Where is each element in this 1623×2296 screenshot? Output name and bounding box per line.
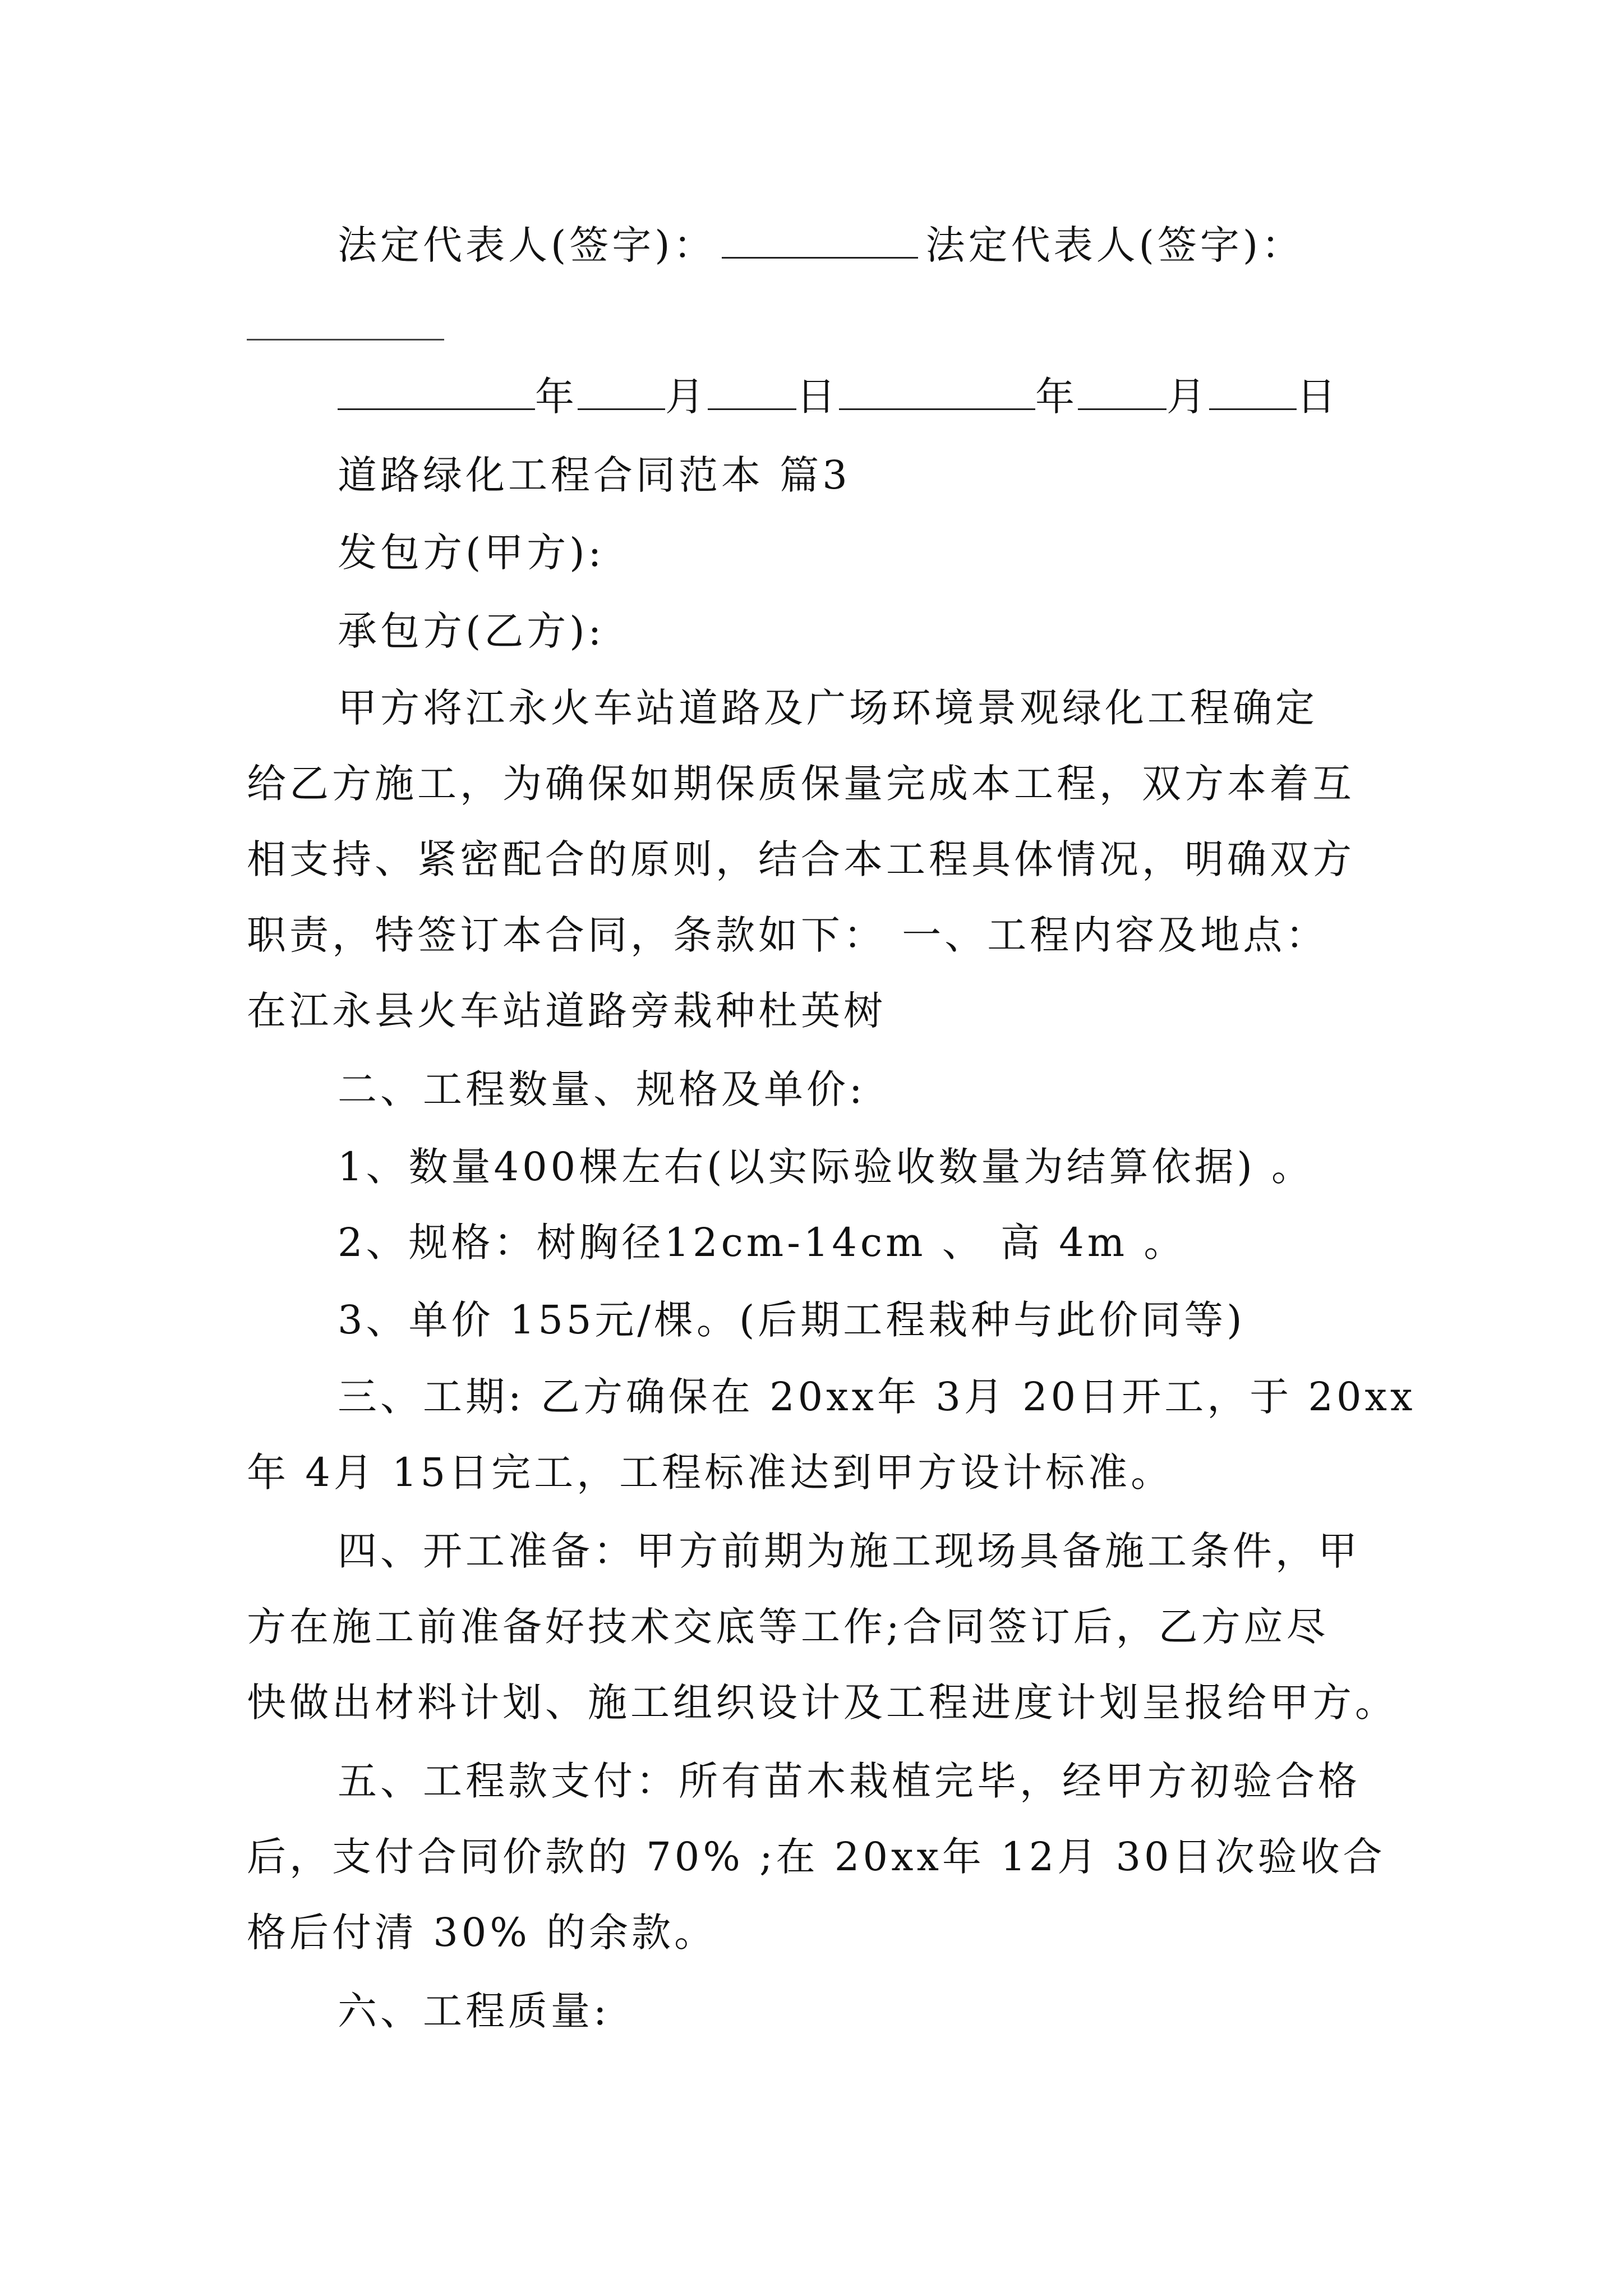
section-4-line: 快做出材料计划、施工组织设计及工程进度计划呈报给甲方。 [247, 1680, 1398, 1726]
section-2-item-3: 3、单价 155元/棵。(后期工程栽种与此价同等) [338, 1297, 1246, 1343]
section-6-title: 六、工程质量: [338, 1988, 610, 2034]
section-2-item-1: 1、数量400棵左右(以实际验收数量为结算依据) 。 [338, 1144, 1315, 1190]
date-day-a: 日 [796, 374, 839, 420]
signature-blank-b [247, 339, 444, 341]
signature-row [338, 222, 1304, 268]
signature-blank-a [722, 256, 918, 259]
intro-line: 在江永县火车站道路旁栽种杜英树 [247, 988, 886, 1034]
date-blank-month-b [1078, 408, 1166, 410]
intro-line: 给乙方施工，为确保如期保质保量完成本工程，双方本着互 [247, 761, 1355, 807]
date-year-b: 年 [1035, 374, 1078, 420]
section-5-line: 五、工程款支付：所有苗木栽植完毕，经甲方初验合格 [338, 1758, 1361, 1804]
section-2-item-2: 2、规格：树胸径12cm-14cm 、 高 4m 。 [338, 1220, 1187, 1266]
section-5-line: 格后付清 30% 的余款。 [247, 1910, 717, 1955]
document-title: 道路绿化工程合同范本 篇3 [338, 452, 851, 498]
section-4-line: 方在施工前准备好技术交底等工作;合同签订后，乙方应尽 [247, 1604, 1329, 1650]
date-blank-day-b [1209, 408, 1297, 410]
date-month-b: 月 [1166, 374, 1209, 420]
section-3-line: 年 4月 15日完工，工程标准达到甲方设计标准。 [247, 1450, 1174, 1496]
date-year-a: 年 [535, 374, 578, 420]
party-a-label: 发包方(甲方): [338, 530, 605, 576]
signature-label-b: 法定代表人(签字)： [925, 222, 1304, 268]
section-4-line: 四、开工准备：甲方前期为施工现场具备施工条件，甲 [338, 1528, 1361, 1574]
section-5-line: 后，支付合同价款的 70% ;在 20xx年 12月 30日次验收合 [247, 1834, 1386, 1880]
date-month-a: 月 [665, 374, 708, 420]
intro-line: 甲方将江永火车站道路及广场环境景观绿化工程确定 [338, 685, 1318, 731]
date-day-b: 日 [1297, 374, 1339, 420]
party-b-label: 承包方(乙方): [338, 608, 605, 654]
date-blank-year-b [839, 408, 1035, 410]
intro-line: 相支持、紧密配合的原则，结合本工程具体情况，明确双方 [247, 836, 1355, 882]
date-blank-month-a [578, 408, 665, 410]
intro-line: 职责，特签订本合同，条款如下： 一、工程内容及地点： [247, 912, 1329, 958]
date-blank-day-a [708, 408, 796, 410]
section-2-title: 二、工程数量、规格及单价: [338, 1066, 866, 1112]
date-row [338, 374, 1339, 420]
signature-label-a: 法定代表人(签字)： [338, 222, 716, 268]
section-3-line: 三、工期: 乙方确保在 20xx年 3月 20日开工，于 20xx [338, 1374, 1416, 1420]
date-blank-year-a [338, 408, 535, 410]
